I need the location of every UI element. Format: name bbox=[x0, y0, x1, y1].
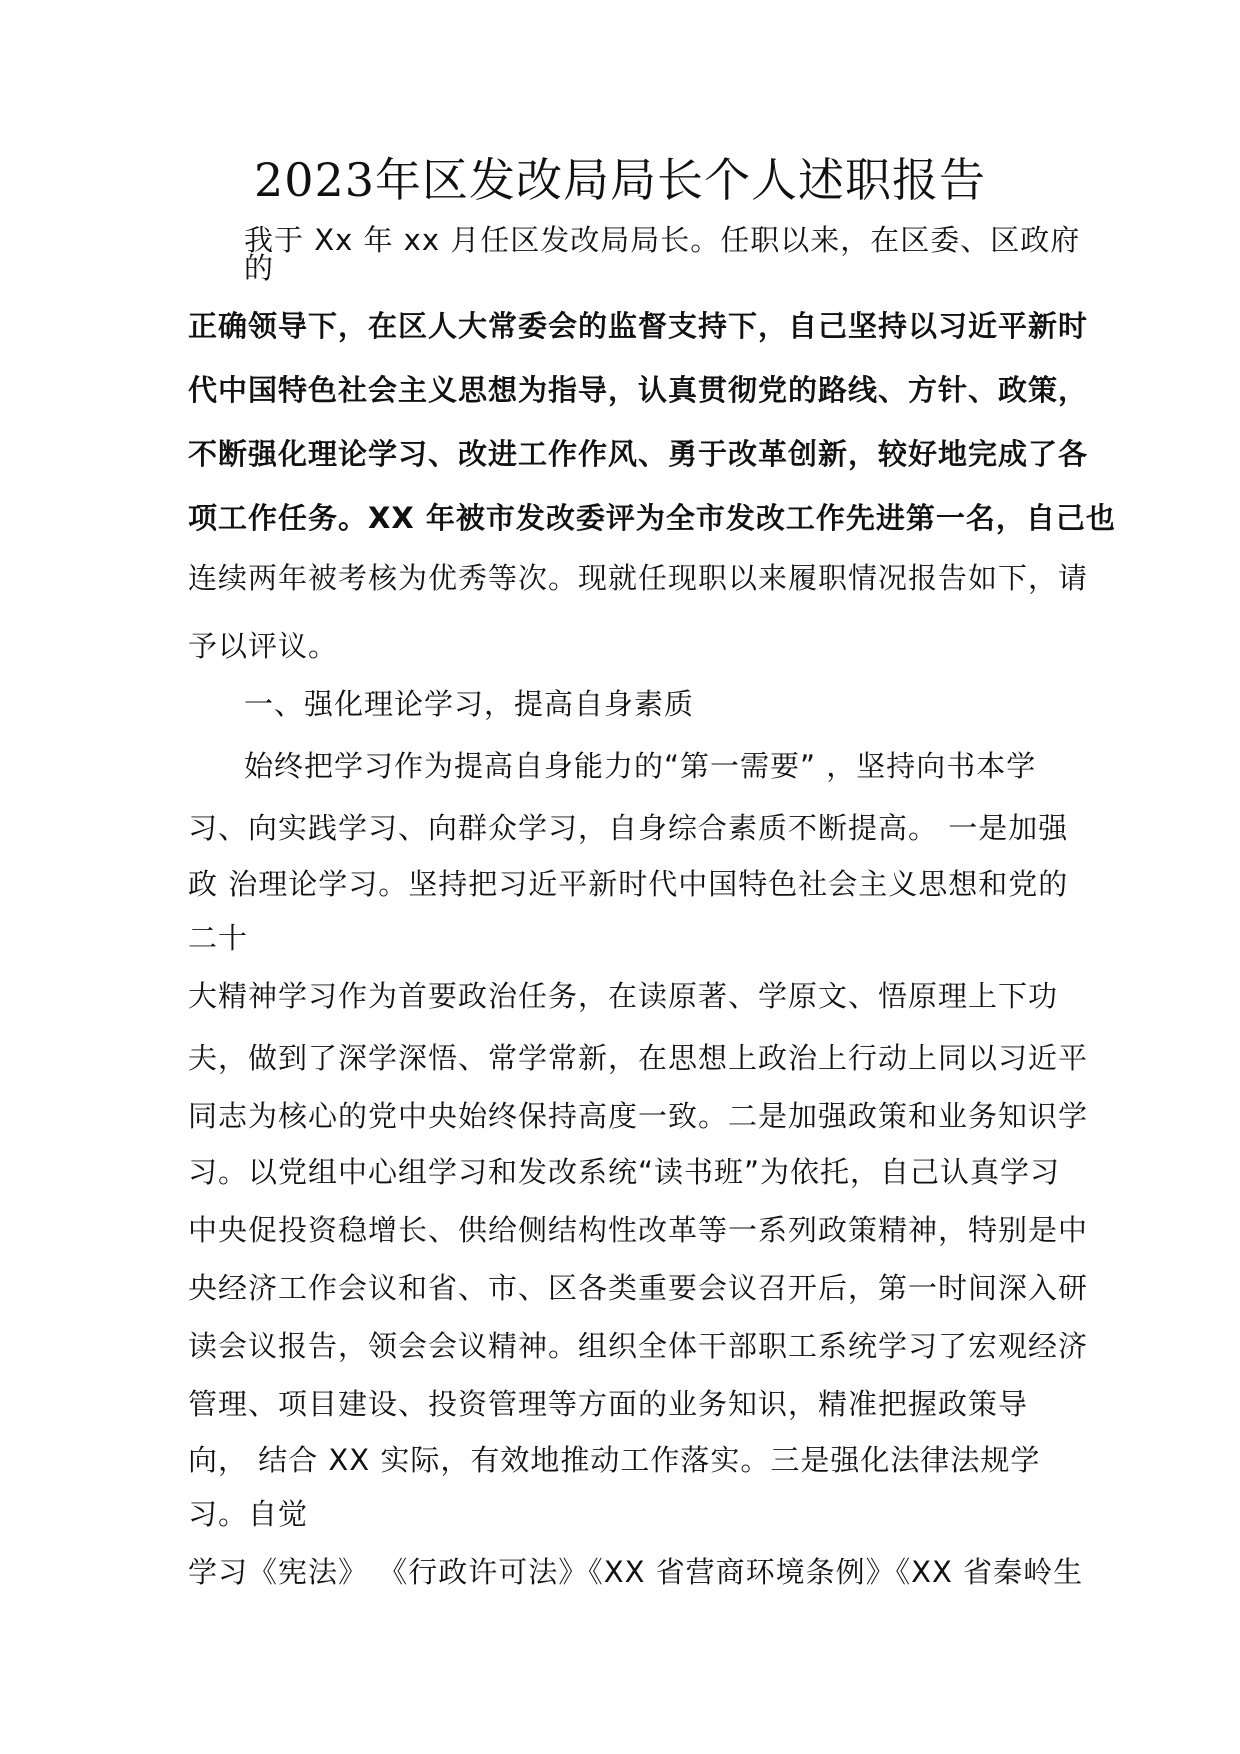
document-title: 2023年区发改局局长个人述职报告 bbox=[253, 153, 987, 207]
paragraph-line: 向， 结合 XX 实际，有效地推动工作落实。三是强化法律法规学 bbox=[188, 1443, 1041, 1477]
paragraph-line: 大精神学习作为首要政治任务，在读原著、学原文、悟原理上下功 bbox=[188, 979, 1059, 1013]
paragraph-line: 夫，做到了深学深悟、常学常新，在思想上政治上行动上同以习近平 bbox=[188, 1041, 1089, 1075]
paragraph-line-bold: 不断强化理论学习、改进工作作风、勇于改革创新，较好地完成了各 bbox=[188, 437, 1089, 471]
paragraph-line: 政 治理论学习。坚持把习近平新时代中国特色社会主义思想和党的 bbox=[188, 867, 1069, 901]
paragraph-line: 予以评议。 bbox=[188, 629, 339, 663]
paragraph-line: 我于 Xx 年 xx 月任区发改局局长。任职以来，在区委、区政府 bbox=[244, 223, 1081, 257]
paragraph-line: 习。以党组中心组学习和发改系统“读书班”为依托，自己认真学习 bbox=[188, 1155, 1061, 1189]
paragraph-line: 央经济工作会议和省、市、区各类重要会议召开后，第一时间深入研 bbox=[188, 1271, 1089, 1305]
paragraph-line: 习、向实践学习、向群众学习，自身综合素质不断提高。 一是加强 bbox=[188, 811, 1069, 845]
paragraph-line: 二十 bbox=[188, 921, 249, 955]
paragraph-line: 学习《宪法》 《行政许可法》《XX 省营商环境条例》《XX 省秦岭生 bbox=[188, 1555, 1084, 1589]
paragraph-line-bold: 代中国特色社会主义思想为指导，认真贯彻党的路线、方针、政策， bbox=[188, 373, 1089, 407]
paragraph-line: 中央促投资稳增长、供给侧结构性改革等一系列政策精神，特别是中 bbox=[188, 1213, 1089, 1247]
paragraph-line: 同志为核心的党中央始终保持高度一致。二是加强政策和业务知识学 bbox=[188, 1099, 1089, 1133]
paragraph-line: 习。自觉 bbox=[188, 1497, 309, 1531]
paragraph-line-bold: 项工作任务。XX 年被市发改委评为全市发改工作先进第一名，自己也 bbox=[188, 501, 1116, 535]
paragraph-line: 的 bbox=[244, 251, 275, 285]
paragraph-line: 始终把学习作为提高自身能力的“第一需要” ，坚持向书本学 bbox=[244, 749, 1037, 783]
paragraph-line: 读会议报告，领会会议精神。组织全体干部职工系统学习了宏观经济 bbox=[188, 1329, 1089, 1363]
paragraph-line: 连续两年被考核为优秀等次。现就任现职以来履职情况报告如下，请 bbox=[188, 561, 1089, 595]
section-heading: 一、强化理论学习，提高自身素质 bbox=[244, 687, 695, 721]
paragraph-line: 管理、项目建设、投资管理等方面的业务知识，精准把握政策导 bbox=[188, 1387, 1029, 1421]
paragraph-line-bold: 正确领导下，在区人大常委会的监督支持下，自己坚持以习近平新时 bbox=[188, 309, 1089, 343]
